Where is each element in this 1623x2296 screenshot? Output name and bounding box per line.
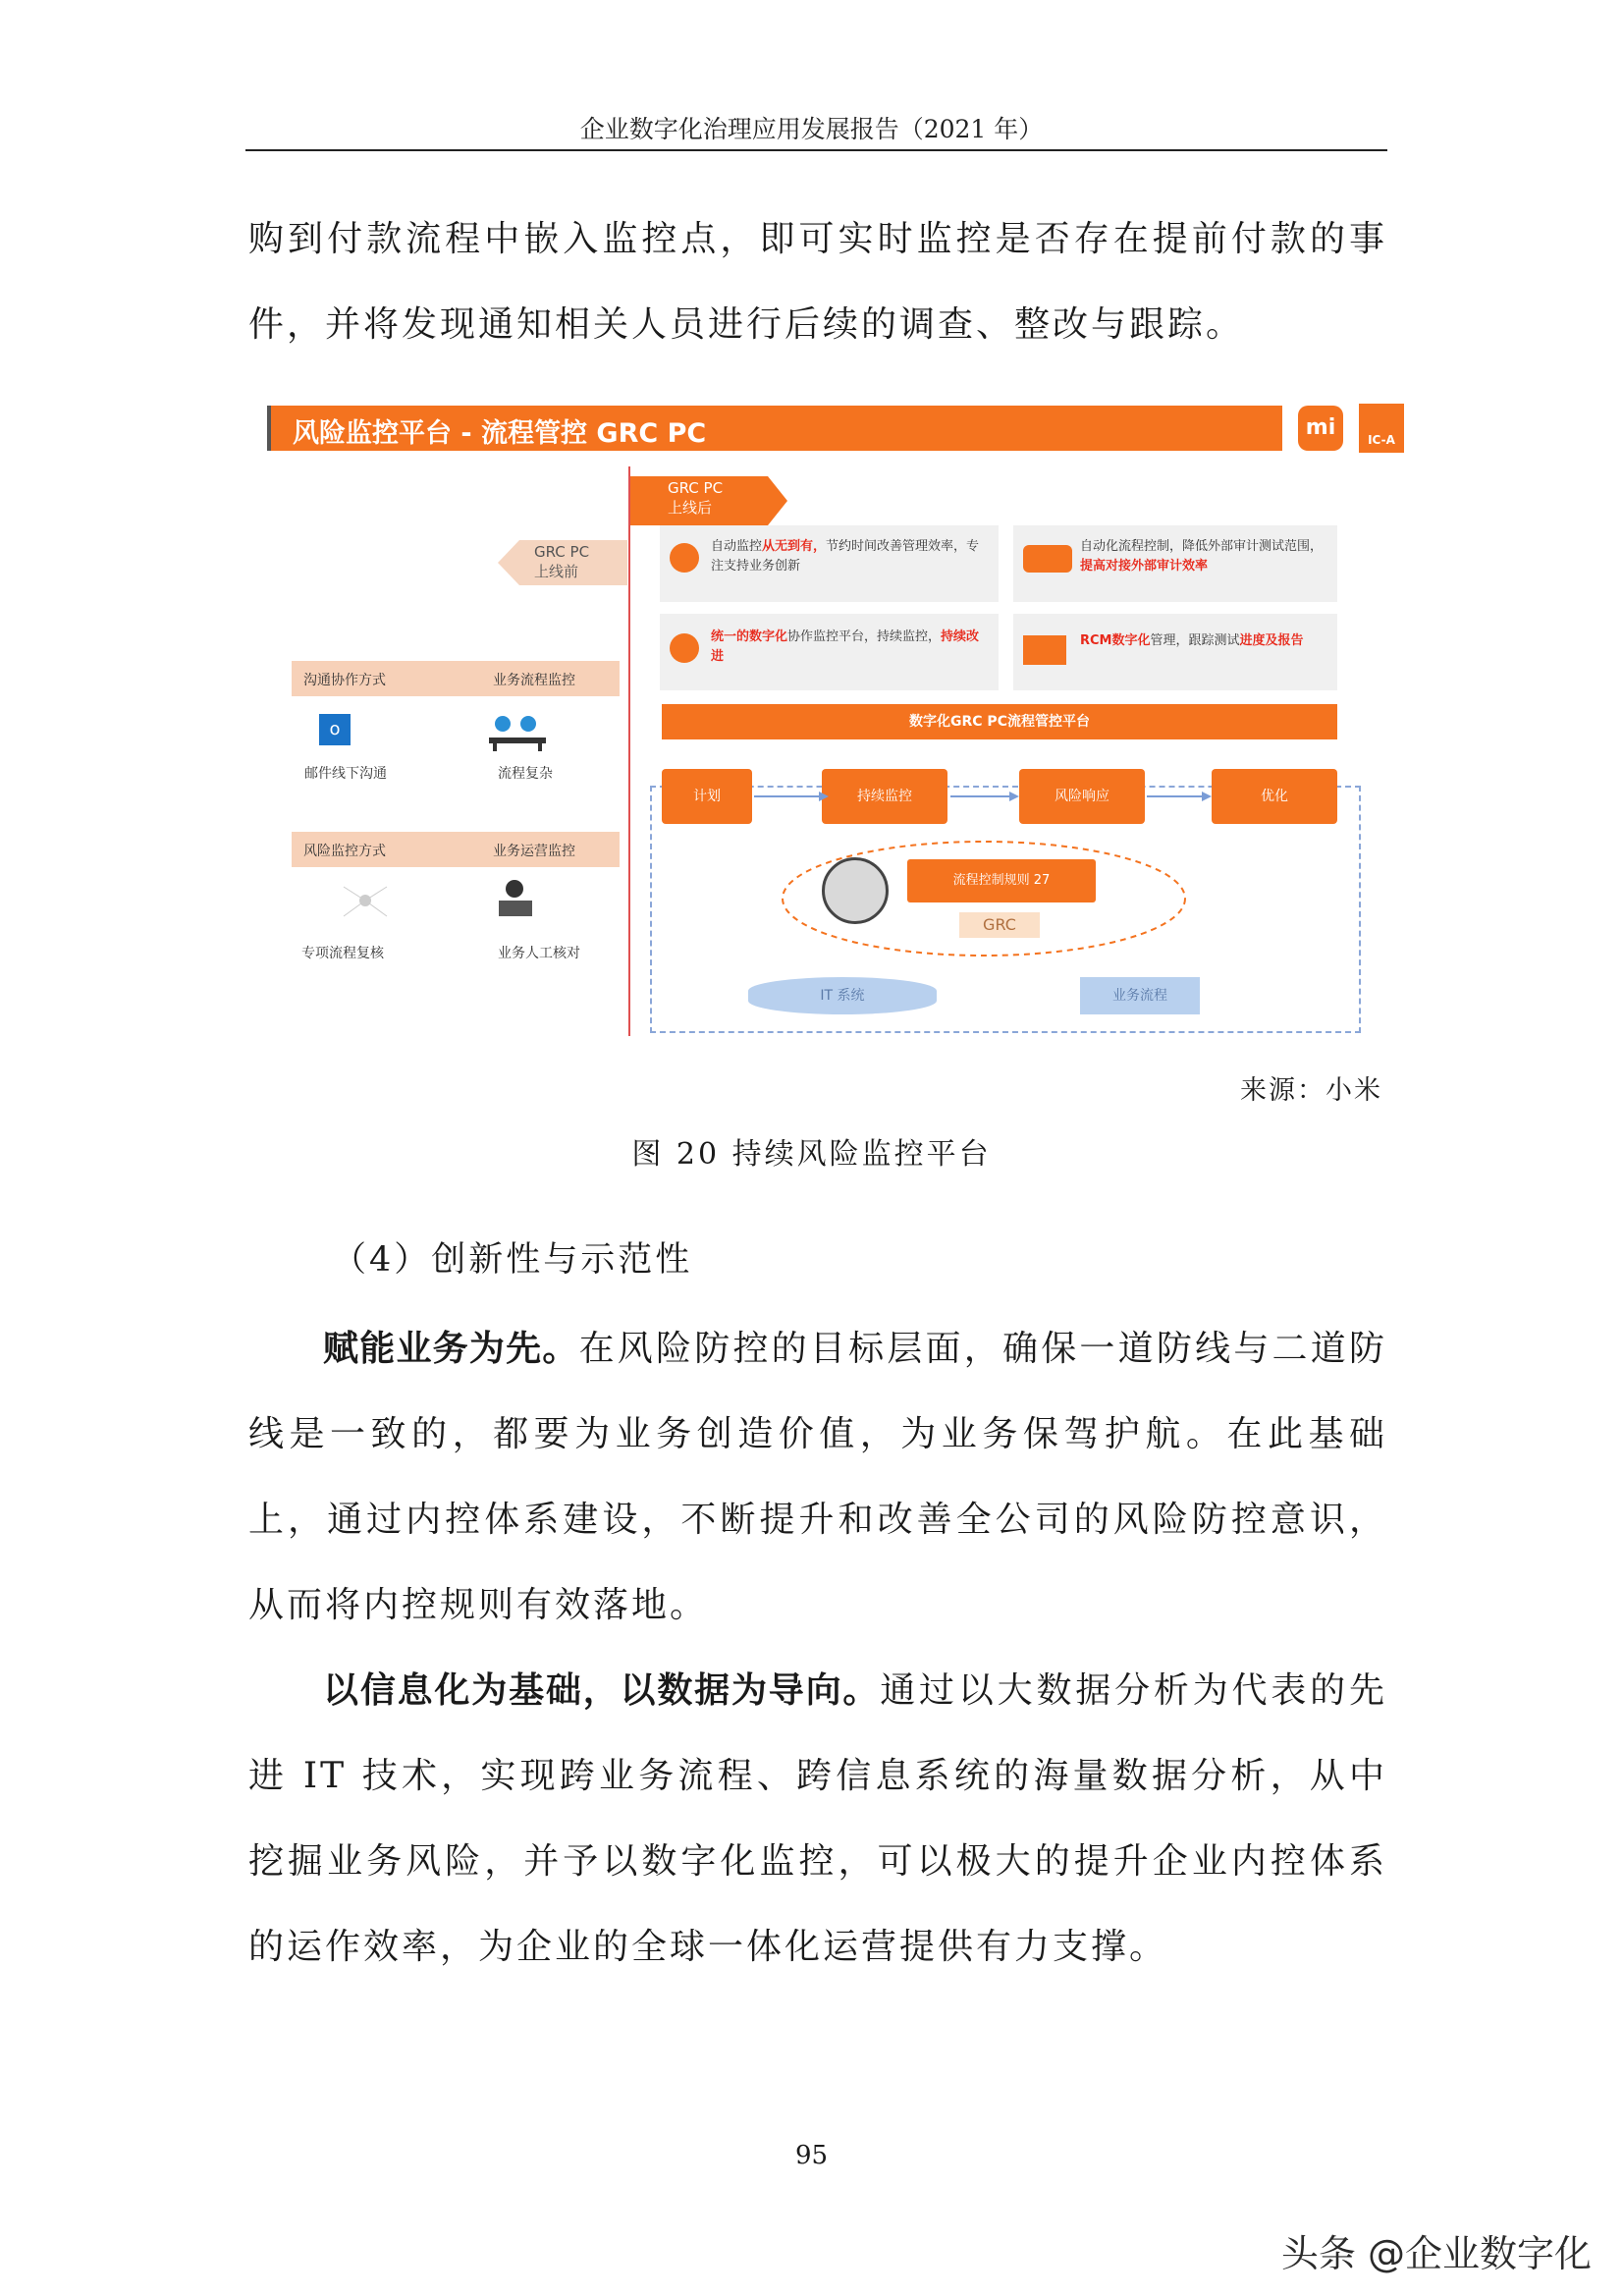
benefit-4-highlight-2: 进度及报告: [1239, 633, 1304, 648]
paragraph-4-lead: 赋能业务为先。: [323, 1329, 579, 1369]
left-row2-header: [292, 832, 620, 867]
left-row1-h2: 业务流程监控: [493, 673, 575, 688]
benefit-2-text: [1080, 537, 1331, 576]
grc-figure: [267, 398, 1416, 1046]
paragraph-4-body: 在风险防控的目标层面，确保一道防线与二道防线是一致的，都要为业务创造价值，为业务保驾护航。在此基础上，通过内控体系建设，不断提升和改善全公司的风险防控意识，从而将内控规则有效落地。: [248, 1329, 1387, 1625]
divider-line: [628, 466, 630, 1036]
benefit-box-4: [1013, 614, 1337, 690]
after-tag-label: [668, 478, 723, 518]
paragraph-1: 购到付款流程中嵌入监控点，即可实时监控是否存在提前付款的事件，并将发现通知相关人员进行后续的调查、整改与跟踪。: [248, 219, 1387, 345]
reading-person-icon: [491, 877, 540, 922]
benefit-1-post: 节约时间改善管理效率，专注支持业务创新: [711, 539, 980, 574]
outlook-icon: o: [319, 714, 351, 745]
left-row2-h1: 风险监控方式: [303, 844, 386, 859]
benefit-box-3: [660, 614, 999, 690]
benefit-box-2: [1013, 525, 1337, 602]
report-header-title: 企业数字化治理应用发展报告（2021 年）: [579, 115, 1044, 143]
before-tag-line1: GRC PC: [534, 543, 590, 561]
after-tag-line1: GRC PC: [668, 479, 724, 497]
benefit-1-highlight: 从无到有，: [762, 539, 827, 554]
left-row2-h2: 业务运营监控: [493, 844, 575, 859]
watermark: 头条 @企业数字化: [1280, 2232, 1592, 2275]
left-row1-header: [292, 661, 620, 696]
recycle-icon: [670, 543, 699, 573]
benefit-3-highlight-2: 持续改进: [711, 629, 980, 664]
benefit-3-highlight-1: 统一的数字化: [711, 629, 788, 644]
step-arrows: [752, 789, 1214, 804]
figure-source: 来源：小米: [1240, 1075, 1382, 1106]
paragraph-5: [248, 1648, 1387, 1990]
business-process-box: 业务流程: [1080, 977, 1200, 1014]
left-row2-l1: 专项流程复核: [301, 946, 384, 961]
benefit-2-highlight: 提高对接外部审计效率: [1080, 559, 1209, 574]
before-tag-line2: 上线前: [534, 563, 579, 580]
xiaomi-logo: mi: [1298, 406, 1343, 451]
meeting-icon: [483, 712, 552, 751]
it-system-box: IT 系统: [748, 977, 937, 1014]
watch-icon: [822, 857, 889, 924]
left-row1-l1: 邮件线下沟通: [304, 766, 387, 782]
benefit-3-text: [711, 628, 991, 667]
platform-bar: 数字化GRC PC流程管控平台: [662, 704, 1337, 739]
step-risk-response: 风险响应: [1019, 769, 1145, 824]
page-number: 95: [794, 2141, 829, 2170]
step-optimize: 优化: [1212, 769, 1337, 824]
control-rules-box: 流程控制规则 27: [907, 859, 1096, 902]
benefit-4-text: [1080, 631, 1331, 651]
benefit-1-text: [711, 537, 991, 576]
benefit-4-mid: 管理，跟踪测试: [1150, 633, 1240, 648]
before-tag-label: [534, 542, 589, 581]
benefit-4-highlight-1: RCM数字化: [1080, 633, 1151, 648]
benefit-2-pre: 自动化流程控制，降低外部审计测试范围，: [1080, 539, 1324, 554]
network-icon: [336, 879, 395, 922]
figure-banner-title: 风险监控平台 - 流程管控 GRC PC: [293, 418, 707, 449]
left-row1-l2: 流程复杂: [498, 766, 553, 782]
grc-label: GRC: [959, 912, 1040, 938]
section-title: （4）创新性与示范性: [332, 1240, 693, 1280]
paragraph-4: [248, 1306, 1387, 1648]
left-row2-l2: 业务人工核对: [498, 946, 580, 961]
left-row1-h1: 沟通协作方式: [303, 673, 386, 688]
paragraph-5-lead: 以信息化为基础，以数据为导向。: [323, 1670, 881, 1711]
ica-logo: IC-A: [1359, 404, 1404, 453]
header-rule: [245, 149, 1387, 151]
paragraph-5-body: 通过以大数据分析为代表的先进 IT 技术，实现跨业务流程、跨信息系统的海量数据分析，从中挖掘业务风险，并予以数字化监控，可以极大的提升企业内控体系的运作效率，为企业的全球一体化运营提供有力支撑。: [248, 1670, 1387, 1967]
benefit-1-pre: 自动监控: [711, 539, 763, 554]
monitor-icon: [670, 633, 699, 663]
benefit-3-mid: 协作监控平台，持续监控，: [787, 629, 942, 644]
after-tag-line2: 上线后: [668, 499, 713, 517]
benefit-box-1: [660, 525, 999, 602]
figure-caption: 图 20 持续风险监控平台: [631, 1137, 992, 1172]
step-plan: 计划: [662, 769, 752, 824]
step-continuous-monitoring: 持续监控: [822, 769, 947, 824]
puzzle-icon: [1023, 635, 1066, 665]
handshake-icon: [1023, 545, 1072, 573]
